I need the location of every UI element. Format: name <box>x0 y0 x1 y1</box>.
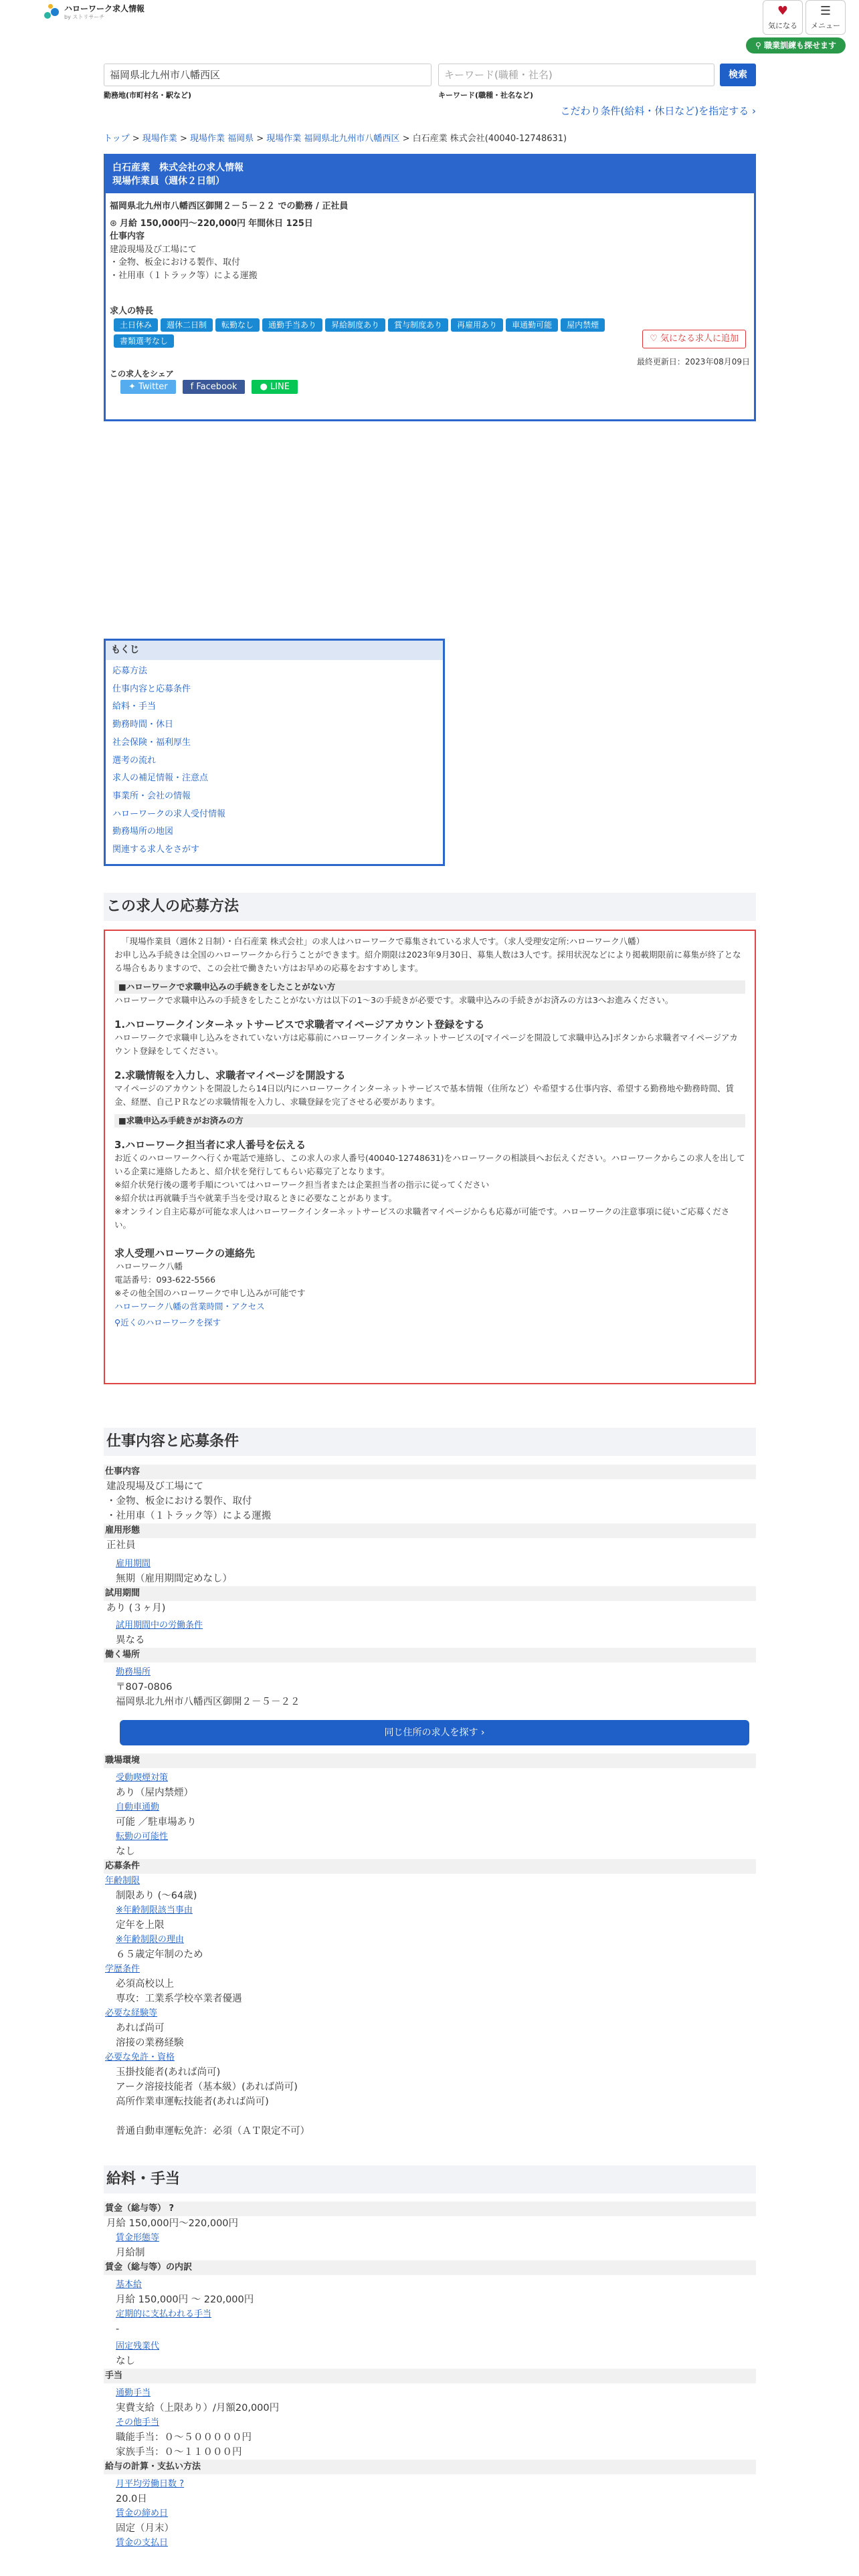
feature-tag: 昇給制度あり <box>325 318 385 332</box>
line-share-button[interactable]: ● LINE <box>252 380 298 395</box>
row-label-link[interactable]: ※年齢制限の理由 <box>116 1935 184 1945</box>
updated-date: 最終更新日：2023年08月09日 <box>636 356 750 366</box>
site-logo[interactable] <box>43 4 145 21</box>
training-search-button[interactable] <box>746 37 846 53</box>
company-line: 白石産業 株式会社の求人情報 <box>112 163 244 173</box>
toc-title: もくじ <box>106 641 443 660</box>
same-address-search-button[interactable]: 同じ住所の求人を探す › <box>120 1720 749 1745</box>
job-holidays: 年間休日 125日 <box>248 218 313 229</box>
row-value <box>104 2109 756 2124</box>
row-value: 異なる <box>116 1635 145 1646</box>
toc-item[interactable]: 社会保険・福利厚生 <box>112 737 191 748</box>
breadcrumb: トップ > 現場作業 > 現場作業 福岡県 > 現場作業 福岡県北九州市八幡西区 > 白石産業 株式会社(40040-12748631) <box>104 134 567 144</box>
row-value: 正社員 <box>106 1540 136 1551</box>
help-icon[interactable]: ? <box>169 2204 175 2214</box>
breadcrumb-item[interactable]: 現場作業 福岡県北九州市八幡西区 <box>266 134 400 144</box>
hours-access-link[interactable]: ハローワーク八幡の営業時間・アクセス <box>114 1301 265 1311</box>
apply-method-box <box>104 930 756 1384</box>
apply-subheading: ■ハローワークで求職申込みの手続きをしたことがない方 <box>114 980 745 994</box>
row-value: 溶接の業務経験 <box>116 2038 184 2048</box>
heart-outline-icon: ♡ <box>650 334 658 344</box>
row-heading: 応募条件 <box>104 1859 756 1874</box>
postal-code: 〒807-0806 <box>116 1682 173 1693</box>
hamburger-icon: ☰ <box>820 4 832 18</box>
twitter-share-button[interactable]: ✦ Twitter <box>120 380 176 395</box>
row-heading: 賃金（総与等） ? <box>104 2202 756 2216</box>
row-value: あれば尚可 <box>116 2023 165 2034</box>
row-heading: 手当 <box>104 2369 756 2383</box>
feature-tag: 書類選考なし <box>114 334 174 348</box>
chevron-right-icon: › <box>480 1727 485 1738</box>
row-heading: 賃金（総与等）の内訳 <box>104 2260 756 2275</box>
site-header <box>0 0 859 60</box>
row-heading: 給与の計算・支払い方法 <box>104 2460 756 2474</box>
menu-button[interactable] <box>805 0 846 35</box>
table-of-contents <box>104 639 445 866</box>
apply-text: マイページのアカウントを開設したら14日以内にハローワークインターネットサービスで基本情報（住所など）や希望する仕事内容、希望する勤務地や勤務時間、賃金、経歴、自己ＰＲなどの求職情報を入力し、求職登録を完了させる必要があります。 <box>114 1083 735 1107</box>
toc-item[interactable]: ハローワークの求人受付情報 <box>112 809 226 819</box>
feature-tag: 賞与制度あり <box>388 318 448 332</box>
search-icon: ⚲ <box>114 1317 121 1327</box>
desc-line: ・金物、板金における製作、取付 <box>110 257 241 267</box>
row-value: 可能 ／駐車場あり <box>116 1817 197 1828</box>
job-title: 現場作業員（週休２日制） <box>112 176 225 187</box>
feature-tag: 屋内禁煙 <box>561 318 605 332</box>
row-label-link[interactable]: 必要な免許・資格 <box>105 2052 175 2062</box>
row-value: 20.0日 <box>116 2494 147 2504</box>
toc-item[interactable]: 勤務時間・休日 <box>112 720 174 730</box>
row-value: 月給 150,000円〜220,000円 <box>106 2218 239 2229</box>
keyword-label: キーワード(職種・社名など) <box>438 91 534 100</box>
logo-icon <box>43 4 60 21</box>
row-value: 月給 150,000円 〜 220,000円 <box>116 2294 254 2305</box>
favorites-button[interactable] <box>763 0 803 35</box>
location-input[interactable]: 福岡県北九州市八幡西区 <box>104 64 432 86</box>
row-value: - <box>116 2324 120 2335</box>
row-label-link[interactable]: 転勤の可能性 <box>116 1832 169 1842</box>
share-heading: この求人をシェア <box>110 368 174 379</box>
feature-tag: 土日休み <box>114 318 158 332</box>
row-value: 制限あり (〜64歳) <box>116 1891 197 1901</box>
feature-tag: 再雇用あり <box>451 318 503 332</box>
row-value: 職能手当：０〜５０００００円 <box>116 2432 252 2443</box>
share-buttons <box>110 380 750 395</box>
breadcrumb-item[interactable]: トップ <box>104 134 130 144</box>
row-heading: 雇用形態 <box>104 1523 756 1538</box>
feature-tag: 車通勤可能 <box>506 318 558 332</box>
row-value: 普通自動車運転免許：必須（ＡＴ限定不可） <box>116 2126 310 2137</box>
search-area <box>104 64 756 117</box>
work-address: 福岡県北九州市八幡西区御開２－５－２２ <box>116 1697 300 1707</box>
row-value: 専攻：工業系学校卒業者優遇 <box>116 1994 242 2004</box>
feature-tag: 転勤なし <box>215 318 260 332</box>
row-label-link[interactable]: 月平均労働日数 ? <box>116 2479 185 2489</box>
row-value: あり (３ヶ月) <box>106 1603 166 1614</box>
job-card-header <box>106 156 754 193</box>
row-label-link[interactable]: 必要な経験等 <box>105 2008 158 2018</box>
job-pay: 月給 150,000円〜220,000円 <box>120 218 246 229</box>
row-value: 玉掛技能者(あれば尚可) <box>116 2067 221 2078</box>
search-icon: ⚲ <box>755 41 761 50</box>
apply-step-title: 3.ハローワーク担当者に求人番号を伝える <box>114 1139 306 1151</box>
row-label-link[interactable]: その他手当 <box>116 2418 160 2428</box>
toc-item[interactable]: 選考の流れ <box>112 755 157 766</box>
row-value: なし <box>116 1846 135 1857</box>
toc-item[interactable]: 事業所・会社の情報 <box>112 790 191 801</box>
row-label-link[interactable]: 通勤手当 <box>116 2388 151 2398</box>
row-value: 月給制 <box>116 2248 145 2258</box>
line-icon: ● <box>260 381 268 392</box>
apply-intro: お申し込み手続きは全国のハローワークから行うことができます。紹介期限は2023年9月30日、募集人数は3人です。採用状況などにより掲載期限前に募集が終了となる場合もありますので、この会社で働きたい方はお早めの応募をおすすめします。 <box>114 950 741 973</box>
row-heading: 仕事内容 <box>104 1465 756 1479</box>
yen-icon: ⊛ <box>110 218 117 229</box>
search-button[interactable]: 検索 <box>720 64 756 86</box>
toc-item[interactable]: 仕事内容と応募条件 <box>112 683 191 694</box>
logo-title: ハローワーク求人情報 <box>64 4 145 13</box>
row-heading: 試用期間 <box>104 1586 756 1601</box>
add-favorite-button[interactable]: ♡ 気になる求人に追加 <box>642 330 746 348</box>
apply-step-title: 2.求職情報を入力し、求職者マイページを開設する <box>114 1069 346 1081</box>
row-heading: 職場環境 <box>104 1753 756 1768</box>
contact-line: 電話番号：093-622-5566 <box>114 1275 216 1285</box>
toc-item[interactable]: 関連する求人をさがす <box>112 845 200 855</box>
twitter-icon: ✦ <box>128 381 136 392</box>
toc-item[interactable]: 給料・手当 <box>112 702 157 712</box>
row-label-link[interactable]: 固定残業代 <box>116 2341 160 2351</box>
desc-line: 建設現場及び工場にて <box>110 244 197 255</box>
conditions-list <box>104 1465 756 2139</box>
breadcrumb-item[interactable]: 現場作業 <box>142 134 177 144</box>
row-label-link[interactable]: 受動喫煙対策 <box>116 1773 169 1783</box>
row-heading: 働く場所 <box>104 1648 756 1662</box>
conditions-section-heading: 仕事内容と応募条件 <box>104 1428 756 1456</box>
row-value: 高所作業車運転技能者(あれば尚可) <box>116 2097 269 2107</box>
row-label-link[interactable]: 賃金の締め日 <box>116 2508 169 2518</box>
contact-line: ※その他全国のハローワークで申し込みが可能です <box>114 1288 306 1298</box>
job-summary-card <box>104 154 756 421</box>
apply-text: ハローワークで求職申し込みをされていない方は応募前にハローワークインターネットサービスの[マイページを開設して求職申込み]ボタンから求職者マイページアカウント登録をしてください。 <box>114 1033 738 1056</box>
menu-label: メニュー <box>811 21 840 30</box>
feature-tag: 通勤手当あり <box>262 318 322 332</box>
chevron-right-icon: › <box>752 105 756 117</box>
row-value: 建設現場及び工場にて <box>106 1481 203 1492</box>
row-label-link[interactable]: 年齢制限 <box>105 1876 140 1886</box>
job-location-line: 福岡県北九州市八幡西区御開２－５－２２ での勤務 / 正社員 <box>110 201 349 211</box>
apply-section-heading: この求人の応募方法 <box>104 893 756 921</box>
row-label-link[interactable]: ※年齢制限該当事由 <box>116 1905 193 1915</box>
row-value: 実費支給（上限あり）/月額20,000円 <box>116 2403 280 2413</box>
help-icon[interactable]: ? <box>179 2479 185 2489</box>
facebook-share-button[interactable]: f Facebook <box>183 380 246 395</box>
toc-item[interactable]: 応募方法 <box>112 666 148 676</box>
logo-subtitle: by ストリサーチ <box>64 14 105 20</box>
row-value: 固定（月末） <box>116 2523 174 2534</box>
apply-intro: 「現場作業員（週休２日制）・白石産業 株式会社」の求人はハローワークで募集されている求人です。（求人受理安定所:ハローワーク八幡） <box>121 936 645 946</box>
row-label-link[interactable]: 雇用期間 <box>116 1559 151 1569</box>
pay-section-heading: 給料・手当 <box>104 2165 756 2193</box>
location-label: 勤務地(市町村名・駅など) <box>104 91 192 100</box>
row-value: 定年を上限 <box>116 1920 165 1931</box>
row-value: 必須高校以上 <box>116 1979 174 1990</box>
row-label-link[interactable]: 基本給 <box>116 2280 142 2290</box>
facebook-icon: f <box>190 381 194 392</box>
row-value: ６５歳定年制のため <box>116 1949 203 1960</box>
breadcrumb-current: 白石産業 株式会社(40040-12748631) <box>412 134 567 144</box>
keyword-input[interactable]: キーワード(職種・社名) <box>438 64 714 86</box>
row-value: アーク溶接技能者（基本級）(あれば尚可) <box>116 2082 298 2092</box>
row-label-link[interactable]: 学歴条件 <box>105 1964 140 1974</box>
favorites-label: 気になる <box>768 21 797 30</box>
row-label-link[interactable]: 自動車通勤 <box>116 1802 160 1812</box>
desc-heading: 仕事内容 <box>110 231 145 241</box>
contact-line: ハローワーク八幡 <box>116 1261 183 1271</box>
apply-subheading: ■求職申込み手続きがお済みの方 <box>114 1114 745 1128</box>
row-label-link[interactable]: 試用期間中の労働条件 <box>116 1620 203 1630</box>
row-value: 無期（雇用期間定めなし） <box>116 1574 232 1584</box>
apply-text: ※オンライン自主応募が可能な求人はハローワークインターネットサービスの求職者マイページからも応募が可能です。ハローワークの注意事項に従いご応募ください。 <box>114 1206 730 1230</box>
pay-list <box>104 2202 756 2551</box>
apply-text: お近くのハローワークへ行くか電話で連絡し、この求人の求人番号(40040-12748631)をハローワークの相談員へお伝えください。ハローワークからこの求人を出している企業に連絡したあと、紹介状を発行してもらい応募完了となります。 <box>114 1153 745 1176</box>
row-value: 家族手当：０〜１１０００円 <box>116 2447 242 2458</box>
toc-item[interactable]: 求人の補足情報・注意点 <box>112 773 209 784</box>
row-value: ・社用車（１トラック等）による運搬 <box>106 1511 272 1521</box>
row-value: ・金物、板金における製作、取付 <box>106 1496 252 1507</box>
row-label-link[interactable]: 賃金形態等 <box>116 2233 160 2243</box>
apply-text: ハローワークで求職申込みの手続きをしたことがない方は以下の1〜3の手続きが必要です。求職申込みの手続きがお済みの方は3へお進みください。 <box>114 995 674 1005</box>
row-label-link[interactable]: 定期的に支払われる手当 <box>116 2309 212 2319</box>
row-label-link[interactable]: 勤務場所 <box>116 1667 151 1677</box>
feature-tag: 週休二日制 <box>161 318 213 332</box>
apply-step-title: 1.ハローワークインターネットサービスで求職者マイページアカウント登録をする <box>114 1018 485 1031</box>
nearby-hellowork-link[interactable]: ⚲近くのハローワークを探す <box>114 1317 221 1327</box>
desc-line: ・社用車（１トラック等）による運搬 <box>110 270 258 281</box>
more-conditions-link[interactable]: こだわり条件(給料・休日など)を指定する › <box>560 105 756 117</box>
toc-item[interactable]: 勤務場所の地図 <box>112 827 174 837</box>
apply-text: ※紹介状は再就職手当や就業手当を受け取るときに必要なことがあります。 <box>114 1193 397 1203</box>
row-value: あり（屋内禁煙） <box>116 1788 193 1798</box>
features-heading: 求人の特長 <box>110 306 154 316</box>
row-value: なし <box>116 2356 135 2367</box>
training-label: 職業訓練も探せます <box>763 41 836 50</box>
breadcrumb-item[interactable]: 現場作業 福岡県 <box>189 134 254 144</box>
row-label-link[interactable]: 賃金の支払日 <box>116 2538 169 2548</box>
contact-heading: 求人受理ハローワークの連絡先 <box>114 1247 256 1259</box>
heart-icon: ♥ <box>777 4 789 18</box>
apply-text: ※紹介状発行後の選考手順についてはハローワーク担当者または企業担当者の指示に従ってください <box>114 1180 490 1190</box>
